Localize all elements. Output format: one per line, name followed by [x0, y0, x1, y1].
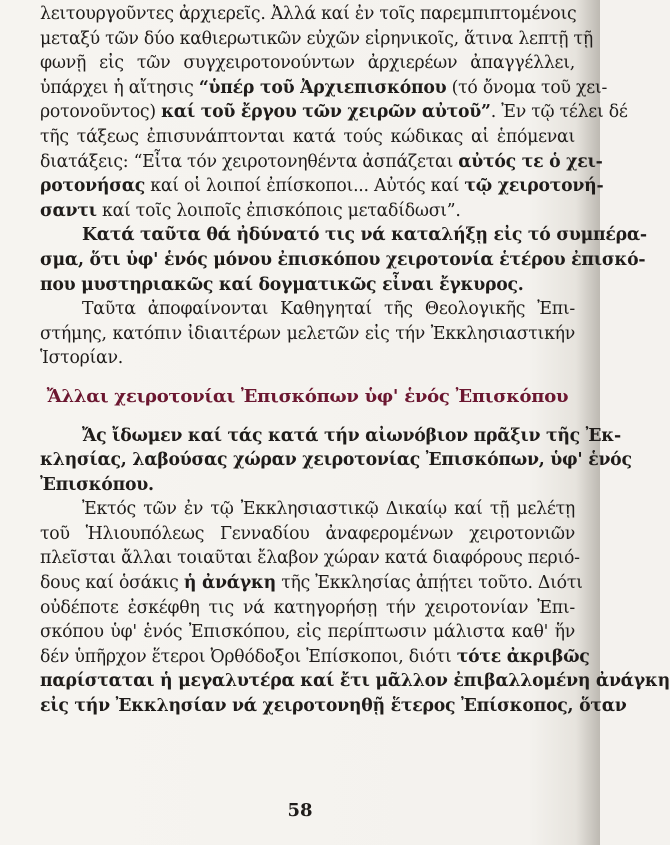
bold-text-segment: καί τοῦ ἔργου τῶν χειρῶν αὐτοῦ” — [161, 102, 491, 123]
text-segment: πλεῖσται ἄλλαι τοιαῦται ἔλαβον χώραν κατά διαφόρους περιό- — [40, 548, 580, 569]
page-number: 58 — [287, 800, 313, 821]
text-line — [40, 2, 575, 27]
section-spacer-bottom — [40, 410, 575, 424]
text-line — [40, 669, 670, 694]
bold-text-segment: κλησίας, λαβούσας χώραν χειροτονίας Ἐπισκόπων, ὑφ' ἑνός — [40, 450, 632, 471]
text-segment: λειτουργοῦντες ἀρχιερεῖς. Ἀλλά καί ἐν τοῖς παρεμπιπτομένοις — [40, 4, 577, 24]
bold-text-segment: “ὑπέρ τοῦ Ἀρχιεπισκόπου — [198, 77, 447, 98]
text-line — [40, 694, 627, 719]
text-segment: καί τοῖς λοιποῖς ἐπισκόποις μεταδίδωσι”. — [96, 200, 461, 221]
text-segment: τῆς Ἐκκλησίας ἀπῄτει τοῦτο. Διότι — [275, 573, 583, 594]
text-line — [40, 248, 646, 273]
text-segment: δέν ὑπῆρχον ἕτεροι Ὀρθόδοξοι Ἐπίσκοποι, διότι — [40, 646, 457, 667]
text-segment: Ἱστορίαν. — [40, 348, 123, 369]
text-segment: (τό ὄνομα τοῦ χει- — [446, 77, 608, 98]
text-segment: στήμης, κατόπιν ἰδιαιτέρων μελετῶν εἰς τήν Ἐκκλησιαστικήν — [40, 323, 575, 344]
text-line — [40, 497, 575, 522]
text-segment: δους καί ὁσάκις — [40, 573, 184, 594]
text-segment: Ταῦτα ἀποφαίνονται Καθηγηταί τῆς Θεολογικῆς Ἐπι- — [82, 299, 575, 320]
text-segment: φωνῇ εἰς τῶν συγχειροτονούντων ἀρχιερέων ἀπαγγέλλει, — [40, 53, 575, 74]
bold-text-segment: Ἄς ἴδωμεν καί τάς κατά τήν αἰωνόβιον πρᾶξιν τῆς Ἐκ- — [82, 425, 621, 446]
bold-text-segment: τῷ χειροτονή- — [464, 176, 604, 197]
text-line — [40, 522, 575, 547]
text-line — [40, 150, 603, 175]
text-segment: ὑπάρχει ἡ αἴτησις — [40, 77, 199, 98]
text-line — [40, 424, 621, 449]
bold-text-segment: Κατά ταῦτα θά ἠδύνατό τις νά καταλήξῃ εἰς τό συμπέρα- — [82, 225, 647, 246]
text-line — [40, 596, 575, 621]
text-line — [40, 620, 575, 645]
bold-text-segment: αὐτός τε ὁ χει- — [458, 151, 603, 172]
bold-text-segment: που μυστηριακῶς καί δογματικῶς εἶναι ἔγκυρος. — [40, 274, 524, 295]
text-line — [40, 448, 632, 473]
text-segment: οὐδέποτε ἐσκέφθη τις νά κατηγορήσῃ τήν χειροτονίαν Ἐπι- — [40, 597, 575, 618]
text-line — [40, 100, 628, 125]
body-text — [40, 2, 670, 719]
text-line — [40, 546, 580, 571]
text-segment: Ἐκτός τῶν ἐν τῷ Ἐκκλησιαστικῷ Δικαίῳ καί τῇ μελέτῃ — [82, 499, 575, 520]
bold-text-segment: τότε ἀκριβῶς — [456, 646, 590, 667]
text-segment: τῆς τάξεως ἐπισυνάπτονται κατά τούς κώδικας αἱ ἑπόμεναι — [40, 126, 575, 147]
paragraph-block-lower — [40, 424, 670, 719]
text-segment: διατάξεις: “Εἶτα τόν χειροτονηθέντα ἀσπάζεται — [40, 151, 459, 172]
text-segment: σκόπου ὑφ' ἑνός Ἐπισκόπου, εἰς περίπτωσιν μάλιστα καθ' ἥν — [40, 622, 575, 643]
text-line — [40, 571, 583, 596]
text-line — [40, 199, 575, 224]
bold-text-segment: ροτονήσας — [40, 176, 146, 197]
text-line — [40, 322, 575, 347]
text-line — [40, 27, 593, 52]
section-spacer-top — [40, 371, 575, 385]
text-line — [40, 297, 575, 322]
text-line — [40, 223, 647, 248]
text-segment: τοῦ Ἡλιουπόλεως Γενναδίου ἀναφερομένων χειροτονιῶν — [40, 523, 575, 544]
bold-text-segment: εἰς τήν Ἐκκλησίαν νά χειροτονηθῇ ἕτερος Ἐπίσκοπος, ὅταν — [40, 696, 627, 717]
text-line — [40, 51, 575, 76]
text-line — [40, 273, 575, 298]
bold-text-segment: ἡ ἀνάγκη — [183, 573, 276, 594]
bold-text-segment: παρίσταται ἡ μεγαλυτέρα καί ἔτι μᾶλλον ἐπιβαλλομένη ἀνάγκη — [40, 671, 670, 692]
text-line — [40, 125, 575, 150]
text-line — [40, 174, 604, 199]
bold-text-segment: σαντι — [40, 200, 97, 221]
text-line — [40, 346, 575, 371]
text-segment: . Ἐν τῷ τέλει δέ — [490, 102, 628, 123]
text-line — [40, 645, 590, 670]
text-segment: μεταξύ τῶν δύο καθιερωτικῶν εὐχῶν εἰρηνικοῖς, ἅτινα λεπτῇ τῇ — [40, 28, 593, 49]
paragraph-block-upper — [40, 2, 647, 371]
text-segment: καί οἱ λοιποί ἐπίσκοποι... Αὐτός καί — [145, 176, 465, 197]
text-segment: ροτονοῦντος) — [40, 102, 162, 123]
text-line — [40, 473, 575, 498]
bold-text-segment: Ἐπισκόπου. — [40, 474, 154, 495]
section-heading: Ἄλλαι χειροτονίαι Ἐπισκόπων ὑφ' ἑνός Ἐπισκόπου — [46, 385, 569, 407]
bold-text-segment: σμα, ὅτι ὑφ' ἑνός μόνου ἐπισκόπου χειροτονία ἑτέρου ἐπισκό- — [40, 249, 646, 270]
text-line — [40, 76, 608, 101]
